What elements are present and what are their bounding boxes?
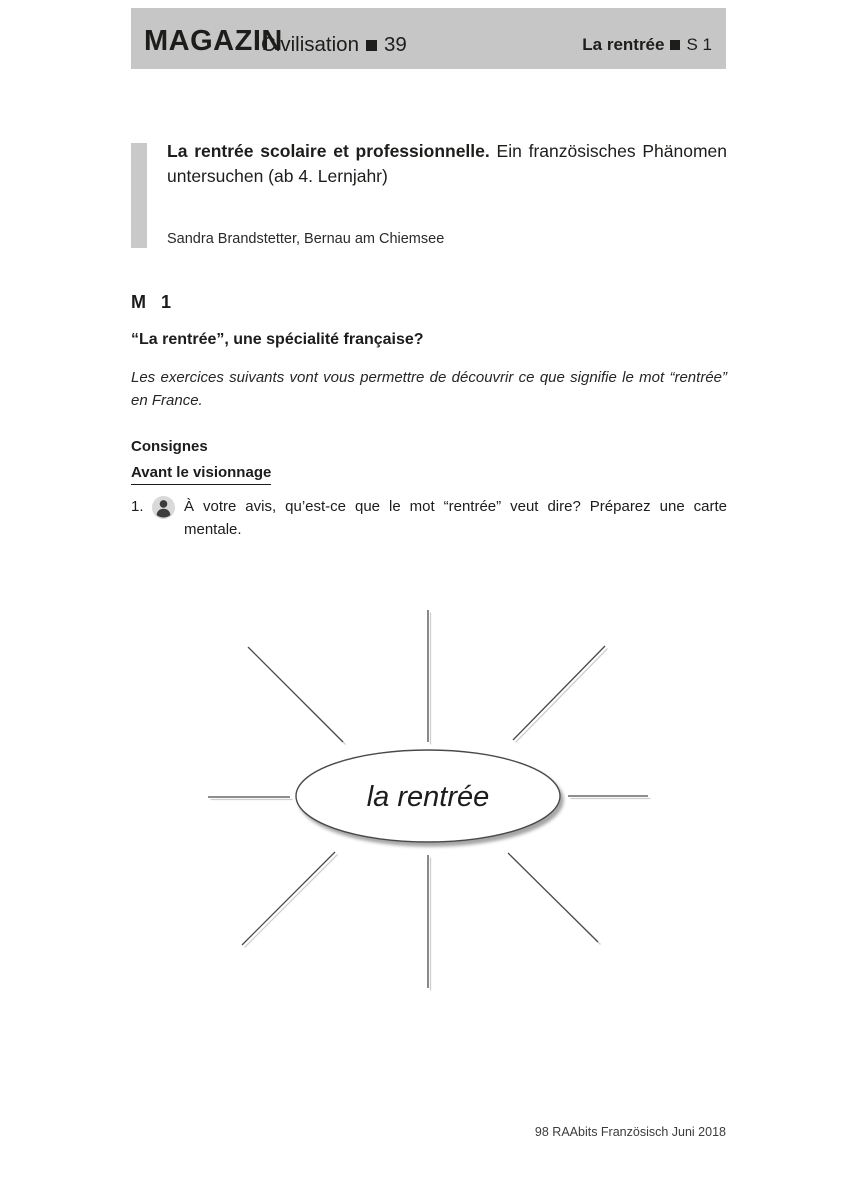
section-number: 39 xyxy=(383,33,407,56)
mindmap-diagram xyxy=(180,590,680,1010)
mindmap-ray-bottom-left xyxy=(242,852,335,945)
magazine-logo: MAGAZIN xyxy=(144,25,283,57)
mindmap-ray-top-right xyxy=(513,646,605,740)
document-title xyxy=(167,139,727,189)
consignes-label: Consignes xyxy=(131,438,208,455)
header-topic xyxy=(582,35,712,55)
task-number: 1. xyxy=(131,498,144,515)
document-title-main: La rentrée scolaire et professionnelle. xyxy=(167,141,490,161)
mindmap-center-label: la rentrée xyxy=(366,781,490,813)
square-bullet-icon xyxy=(670,40,680,50)
page-code: S 1 xyxy=(686,35,712,54)
task-item-1 xyxy=(131,496,727,541)
section-label: Civilisation xyxy=(261,33,359,56)
material-intro: Les exercices suivants vont vous permettre de découvrir ce que signifie le mot “rentrée” en France. xyxy=(131,369,727,409)
task-text: À votre avis, qu’est-ce que le mot “rentrée” veut dire? Préparez une carte mentale. xyxy=(184,498,727,538)
material-heading: “La rentrée”, une spécialité française? xyxy=(131,331,424,348)
square-bullet-icon xyxy=(366,40,377,51)
mindmap-ray-top-left xyxy=(248,647,343,742)
page-header xyxy=(131,8,726,69)
title-accent-bar xyxy=(131,143,147,248)
mindmap-ray-bottom-right xyxy=(508,853,598,942)
single-person-work-icon xyxy=(152,496,175,519)
topic-label: La rentrée xyxy=(582,35,665,54)
footer-imprint: 98 RAAbits Französisch Juni 2018 xyxy=(534,1125,726,1139)
material-code: M 1 xyxy=(131,292,172,312)
header-section xyxy=(261,33,407,57)
document-title-subtitle: Ein französisches Phänomen untersuchen (ab 4. Lernjahr) xyxy=(167,141,727,186)
author-line: Sandra Brandstetter, Bernau am Chiemsee xyxy=(167,231,445,247)
phase-label: Avant le visionnage xyxy=(131,464,271,485)
